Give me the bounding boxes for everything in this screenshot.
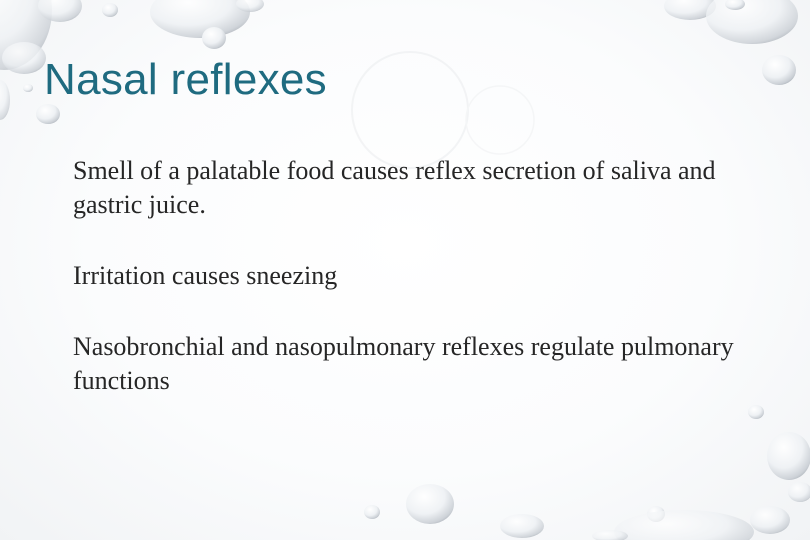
droplet-cluster-bottom xyxy=(364,484,754,540)
bullet-item: Smell of a palatable food causes reflex secretion of saliva and gastric juice. xyxy=(73,156,716,219)
droplet-cluster-right xyxy=(748,405,810,534)
slide-title: Nasal reflexes xyxy=(44,55,327,104)
droplet-cluster-top-center xyxy=(150,0,264,49)
bullet-item: Irritation causes sneezing xyxy=(73,261,338,290)
bullet-item: Nasobronchial and nasopulmonary reflexes regulate pulmonary functions xyxy=(73,332,734,395)
droplet-cluster-top-right xyxy=(664,0,798,85)
bullet-list xyxy=(73,154,753,435)
faint-rings xyxy=(352,52,534,168)
